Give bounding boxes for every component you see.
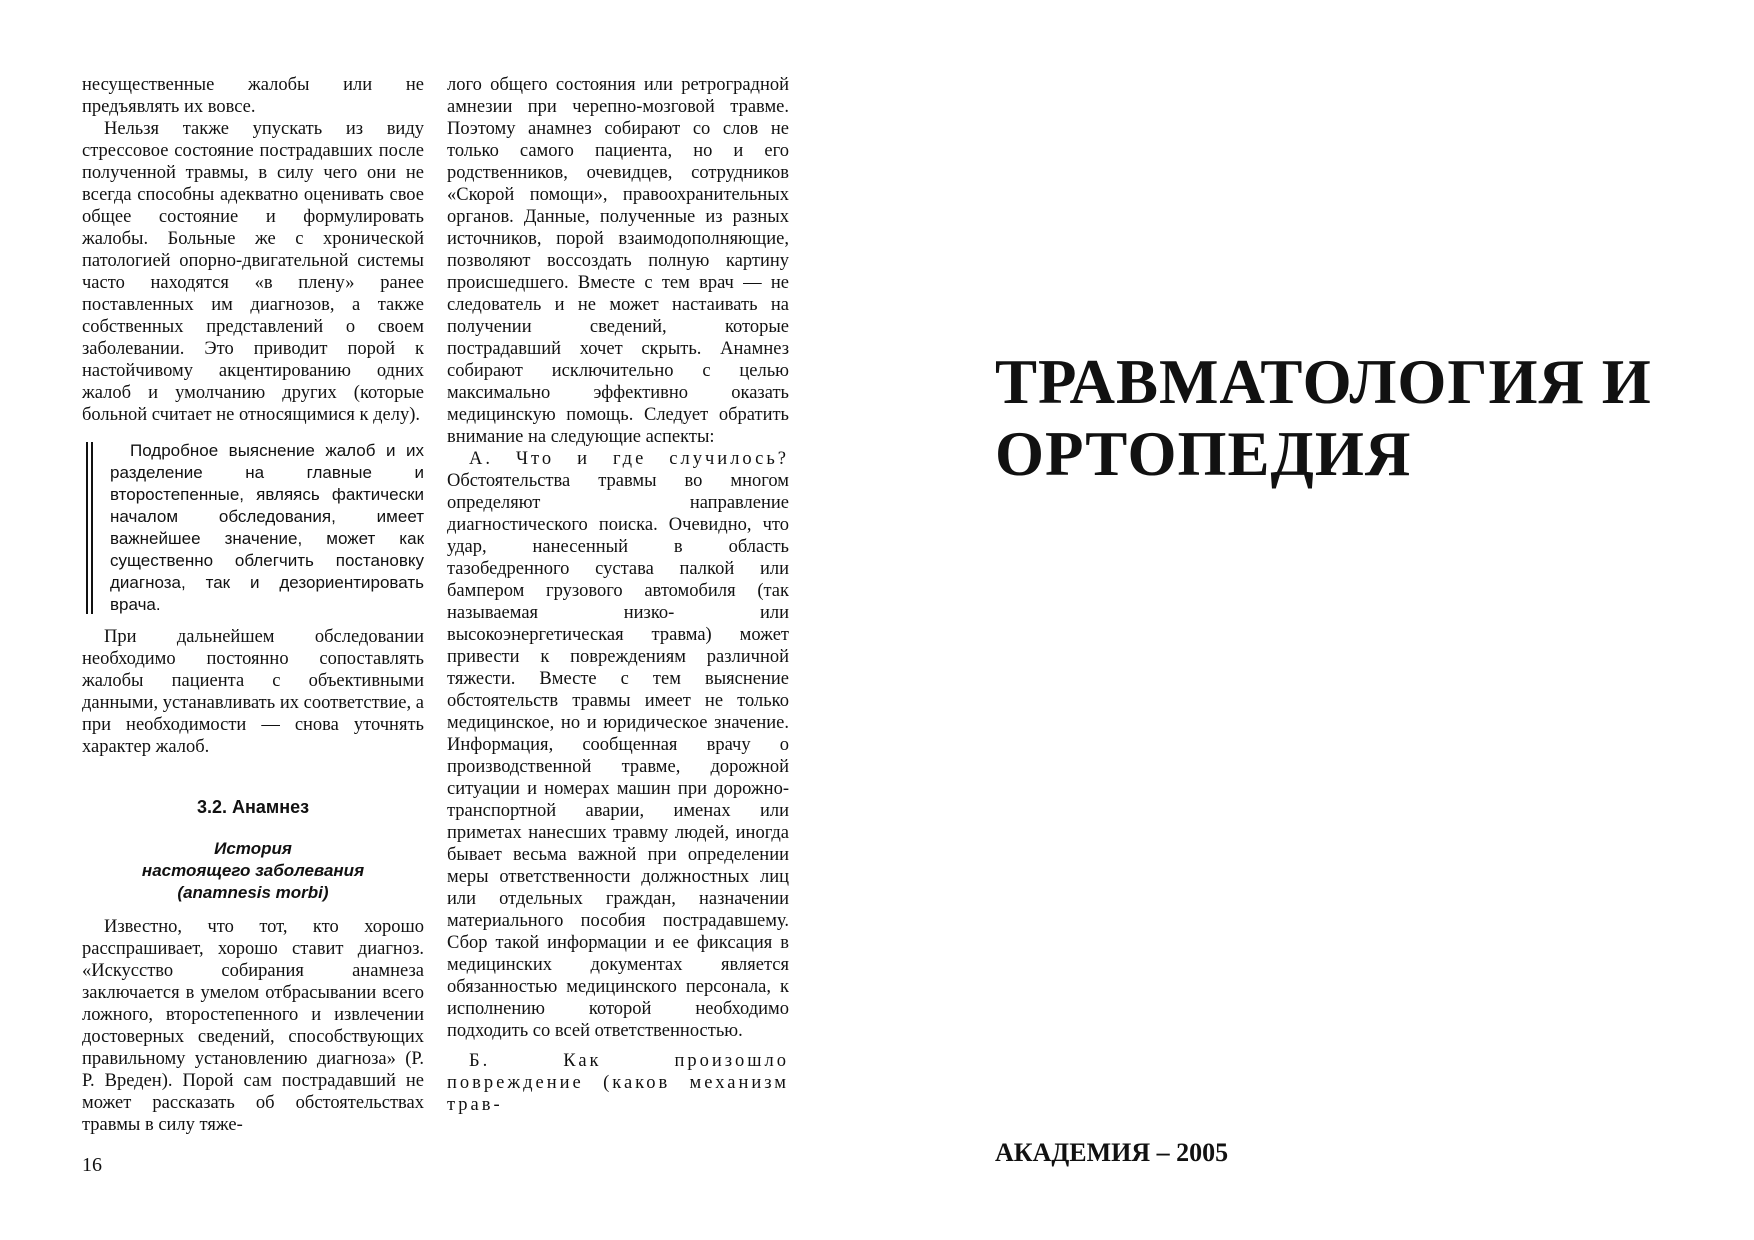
left-column-2 — [447, 74, 789, 1116]
note-bar-decoration — [91, 442, 93, 614]
paragraph: Нельзя также упускать из виду стрессовое состояние пострадавших после полученной травмы, в силу чего они не всегда способны адекватно оценивать свое общее состояние и формулировать жалобы. Больные же с хронической патологией опорно-двигательной системы часто находятся «в плену» ранее поставленных им диагнозов, а также собственных представлений о своем заболевании. Это приводит порой к настойчивому акцентированию одних жалоб и умолчанию других (которые больной считает не относящимися к делу). — [82, 119, 424, 425]
paragraph: Б. Как произошло повреждение (каков механизм трав- — [447, 1051, 789, 1115]
book-title — [995, 346, 1715, 490]
note-text: Подробное выяснение жалоб и их разделение на главные и второстепенные, являясь фактически началом обследования, имеет важнейшее значение, может как существенно облегчить постановку диагноза, так и дезориентировать врача. — [110, 441, 424, 614]
subsection-title-line: История — [214, 839, 292, 858]
highlight-note — [82, 440, 424, 616]
section-title: 3.2. Анамнез — [196, 797, 310, 817]
page-number: 16 — [82, 1154, 102, 1176]
subsection-title-line: (anamnesis morbi) — [177, 883, 329, 902]
book-title-line: ОРТОПЕДИЯ — [995, 419, 1412, 489]
paragraph — [447, 448, 789, 1042]
paragraph-lead: А. Что и где случилось? — [469, 449, 789, 469]
paragraph: При дальнейшем обследовании необходимо постоянно сопоставлять жалобы пациента с объективными данными, устанавливать их соответствие, а при необходимости — снова уточнять характер жалоб. — [82, 627, 424, 757]
paragraph: лого общего состояния или ретроградной амнезии при черепно-мозговой травме. Поэтому анамнез собирают со слов не только самого пациента, но и его родственников, очевидцев, сотрудников «Скорой помощи», правоохранительных органов. Данные, полученные из разных источников, порой взаимодополняющие, позволяют воссоздать полную картину происшедшего. Вместе с тем врач — не следователь и не может настаивать на получении сведений, которые пострадавший хочет скрыть. Анамнез собирают исключительно с целью максимально эффективно оказать медицинскую помощь. Следует обратить внимание на следующие аспекты: — [447, 75, 789, 447]
subsection-title — [82, 838, 424, 904]
paragraph-text: Обстоятельства травмы во многом определяют направление диагностического поиска. Очевидно, что удар, нанесенный в область тазобедренного сустава палкой или бампером грузового автомобиля (так называемая низко- или высокоэнергетическая травма) может привести к повреждениям различной тяжести. Вместе с тем выяснение обстоятельств травмы имеет не только медицинское, но и юридическое значение. Информация, сообщенная врачу о производственной травме, дорожной ситуации и номерах машин при дорожно-транспортной аварии, именах или приметах нанесших травму людей, иногда бывает весьма важной при определении меры ответственности должностных лиц или отдельных граждан, назначении материального пособия пострадавшему. Сбор такой информации и ее фиксация в медицинских документах является обязанностью медицинского персонала, к исполнению которой необходимо подходить со всей ответственностью. — [447, 471, 789, 1041]
paragraph: несущественные жалобы или не предъявлять их вовсе. — [82, 75, 424, 117]
subsection-title-line: настоящего заболевания — [141, 861, 365, 880]
left-column-1 — [82, 74, 424, 1136]
book-title-line: ТРАВМАТОЛОГИЯ И — [995, 347, 1652, 417]
note-bar-decoration — [86, 442, 88, 614]
paragraph: Известно, что тот, кто хорошо расспрашивает, хорошо ставит диагноз. «Искусство собирания анамнеза заключается в умелом отбрасывании всего ложного, второстепенного и извлечении достоверных сведений, способствующих правильному установлению диагноза» (Р. Р. Вреден). Порой сам пострадавший не может рассказать об обстоятельствах травмы в силу тяже- — [82, 917, 424, 1135]
publisher-year: АКАДЕМИЯ – 2005 — [995, 1138, 1229, 1167]
